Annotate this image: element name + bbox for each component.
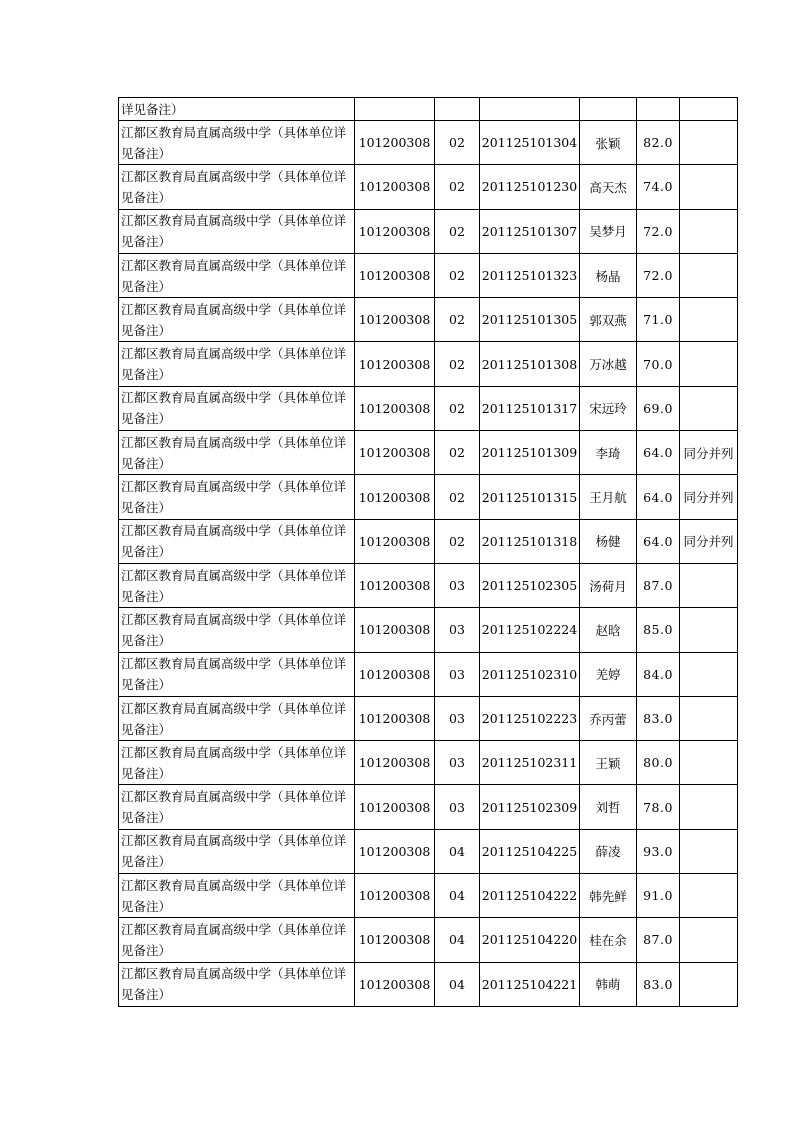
results-table-body xyxy=(119,98,738,1007)
score-cell: 85.0 xyxy=(637,608,680,652)
unit-cell: 江都区教育局直属高级中学（具体单位详见备注） xyxy=(119,298,355,342)
exam-number-cell: 201125104225 xyxy=(480,829,580,873)
exam-number-cell: 201125101323 xyxy=(480,253,580,297)
name-cell: 万冰越 xyxy=(580,342,637,386)
position-code-cell: 101200308 xyxy=(355,253,435,297)
unit-cell: 江都区教育局直属高级中学（具体单位详见备注） xyxy=(119,209,355,253)
score-cell: 69.0 xyxy=(637,386,680,430)
note-cell xyxy=(680,829,738,873)
position-code-cell: 101200308 xyxy=(355,829,435,873)
table-row xyxy=(119,608,738,652)
table-row xyxy=(119,696,738,740)
note-cell xyxy=(680,209,738,253)
note-cell xyxy=(680,652,738,696)
subject-code-cell: 02 xyxy=(435,298,480,342)
unit-cell: 江都区教育局直属高级中学（具体单位详见备注） xyxy=(119,563,355,607)
table-row xyxy=(119,874,738,918)
unit-cell: 详见备注） xyxy=(119,98,355,121)
table-row xyxy=(119,918,738,962)
continuation-row xyxy=(119,98,738,121)
unit-cell: 江都区教育局直属高级中学（具体单位详见备注） xyxy=(119,431,355,475)
name-cell xyxy=(580,98,637,121)
subject-code-cell: 02 xyxy=(435,431,480,475)
exam-number-cell: 201125102223 xyxy=(480,696,580,740)
note-cell xyxy=(680,563,738,607)
note-cell xyxy=(680,785,738,829)
position-code-cell: 101200308 xyxy=(355,696,435,740)
position-code-cell: 101200308 xyxy=(355,519,435,563)
exam-number-cell: 201125102224 xyxy=(480,608,580,652)
score-cell: 93.0 xyxy=(637,829,680,873)
score-cell: 72.0 xyxy=(637,209,680,253)
unit-cell: 江都区教育局直属高级中学（具体单位详见备注） xyxy=(119,475,355,519)
table-row xyxy=(119,475,738,519)
unit-cell: 江都区教育局直属高级中学（具体单位详见备注） xyxy=(119,342,355,386)
table-row xyxy=(119,829,738,873)
name-cell: 赵晗 xyxy=(580,608,637,652)
position-code-cell: 101200308 xyxy=(355,209,435,253)
note-cell: 同分并列 xyxy=(680,519,738,563)
score-cell: 87.0 xyxy=(637,563,680,607)
table-row xyxy=(119,209,738,253)
exam-number-cell: 201125104221 xyxy=(480,962,580,1006)
score-cell: 83.0 xyxy=(637,696,680,740)
exam-number-cell: 201125101309 xyxy=(480,431,580,475)
position-code-cell: 101200308 xyxy=(355,741,435,785)
score-cell: 78.0 xyxy=(637,785,680,829)
score-cell: 74.0 xyxy=(637,165,680,209)
subject-code-cell: 04 xyxy=(435,829,480,873)
subject-code-cell: 04 xyxy=(435,918,480,962)
exam-number-cell: 201125101307 xyxy=(480,209,580,253)
exam-number-cell: 201125104222 xyxy=(480,874,580,918)
score-cell: 64.0 xyxy=(637,431,680,475)
unit-cell: 江都区教育局直属高级中学（具体单位详见备注） xyxy=(119,785,355,829)
table-row xyxy=(119,519,738,563)
subject-code-cell: 02 xyxy=(435,209,480,253)
position-code-cell: 101200308 xyxy=(355,121,435,165)
note-cell xyxy=(680,741,738,785)
unit-cell: 江都区教育局直属高级中学（具体单位详见备注） xyxy=(119,652,355,696)
name-cell: 韩萌 xyxy=(580,962,637,1006)
name-cell: 刘哲 xyxy=(580,785,637,829)
name-cell: 桂在余 xyxy=(580,918,637,962)
table-row xyxy=(119,386,738,430)
subject-code-cell: 04 xyxy=(435,874,480,918)
table-row xyxy=(119,652,738,696)
exam-number-cell: 201125101318 xyxy=(480,519,580,563)
unit-cell: 江都区教育局直属高级中学（具体单位详见备注） xyxy=(119,874,355,918)
score-cell: 80.0 xyxy=(637,741,680,785)
note-cell: 同分并列 xyxy=(680,431,738,475)
table-row xyxy=(119,785,738,829)
exam-number-cell: 201125102310 xyxy=(480,652,580,696)
unit-cell: 江都区教育局直属高级中学（具体单位详见备注） xyxy=(119,253,355,297)
score-cell: 82.0 xyxy=(637,121,680,165)
score-cell: 72.0 xyxy=(637,253,680,297)
results-table xyxy=(118,97,738,1007)
name-cell: 羌婷 xyxy=(580,652,637,696)
note-cell xyxy=(680,962,738,1006)
position-code-cell: 101200308 xyxy=(355,298,435,342)
name-cell: 郭双燕 xyxy=(580,298,637,342)
position-code-cell: 101200308 xyxy=(355,342,435,386)
score-cell: 71.0 xyxy=(637,298,680,342)
exam-number-cell: 201125104220 xyxy=(480,918,580,962)
subject-code-cell: 02 xyxy=(435,165,480,209)
unit-cell: 江都区教育局直属高级中学（具体单位详见备注） xyxy=(119,386,355,430)
subject-code-cell: 02 xyxy=(435,519,480,563)
exam-number-cell: 201125101305 xyxy=(480,298,580,342)
name-cell: 张颖 xyxy=(580,121,637,165)
name-cell: 韩先鲜 xyxy=(580,874,637,918)
unit-cell: 江都区教育局直属高级中学（具体单位详见备注） xyxy=(119,741,355,785)
name-cell: 宋远玲 xyxy=(580,386,637,430)
subject-code-cell: 02 xyxy=(435,121,480,165)
name-cell: 杨健 xyxy=(580,519,637,563)
note-cell xyxy=(680,98,738,121)
exam-number-cell: 201125101304 xyxy=(480,121,580,165)
exam-number-cell: 201125102305 xyxy=(480,563,580,607)
score-cell: 70.0 xyxy=(637,342,680,386)
name-cell: 杨晶 xyxy=(580,253,637,297)
exam-number-cell: 201125101317 xyxy=(480,386,580,430)
note-cell xyxy=(680,696,738,740)
note-cell xyxy=(680,342,738,386)
table-row xyxy=(119,962,738,1006)
table-row xyxy=(119,342,738,386)
note-cell xyxy=(680,608,738,652)
subject-code-cell xyxy=(435,98,480,121)
score-cell: 84.0 xyxy=(637,652,680,696)
note-cell xyxy=(680,121,738,165)
position-code-cell: 101200308 xyxy=(355,652,435,696)
exam-number-cell xyxy=(480,98,580,121)
note-cell: 同分并列 xyxy=(680,475,738,519)
exam-number-cell: 201125102309 xyxy=(480,785,580,829)
position-code-cell: 101200308 xyxy=(355,608,435,652)
note-cell xyxy=(680,918,738,962)
position-code-cell xyxy=(355,98,435,121)
table-row xyxy=(119,431,738,475)
position-code-cell: 101200308 xyxy=(355,874,435,918)
unit-cell: 江都区教育局直属高级中学（具体单位详见备注） xyxy=(119,519,355,563)
score-cell: 91.0 xyxy=(637,874,680,918)
unit-cell: 江都区教育局直属高级中学（具体单位详见备注） xyxy=(119,829,355,873)
position-code-cell: 101200308 xyxy=(355,962,435,1006)
name-cell: 汤荷月 xyxy=(580,563,637,607)
name-cell: 吴梦月 xyxy=(580,209,637,253)
subject-code-cell: 02 xyxy=(435,386,480,430)
score-cell: 64.0 xyxy=(637,519,680,563)
table-row xyxy=(119,253,738,297)
name-cell: 薛凌 xyxy=(580,829,637,873)
score-cell xyxy=(637,98,680,121)
name-cell: 高天杰 xyxy=(580,165,637,209)
name-cell: 王颖 xyxy=(580,741,637,785)
score-cell: 83.0 xyxy=(637,962,680,1006)
note-cell xyxy=(680,874,738,918)
subject-code-cell: 03 xyxy=(435,652,480,696)
score-cell: 87.0 xyxy=(637,918,680,962)
subject-code-cell: 03 xyxy=(435,785,480,829)
unit-cell: 江都区教育局直属高级中学（具体单位详见备注） xyxy=(119,962,355,1006)
position-code-cell: 101200308 xyxy=(355,785,435,829)
unit-cell: 江都区教育局直属高级中学（具体单位详见备注） xyxy=(119,918,355,962)
table-row xyxy=(119,298,738,342)
exam-number-cell: 201125101315 xyxy=(480,475,580,519)
exam-number-cell: 201125101308 xyxy=(480,342,580,386)
score-cell: 64.0 xyxy=(637,475,680,519)
name-cell: 王月航 xyxy=(580,475,637,519)
note-cell xyxy=(680,253,738,297)
exam-number-cell: 201125102311 xyxy=(480,741,580,785)
subject-code-cell: 02 xyxy=(435,475,480,519)
name-cell: 李琦 xyxy=(580,431,637,475)
unit-cell: 江都区教育局直属高级中学（具体单位详见备注） xyxy=(119,696,355,740)
table-row xyxy=(119,121,738,165)
subject-code-cell: 04 xyxy=(435,962,480,1006)
subject-code-cell: 03 xyxy=(435,563,480,607)
exam-number-cell: 201125101230 xyxy=(480,165,580,209)
subject-code-cell: 03 xyxy=(435,608,480,652)
note-cell xyxy=(680,298,738,342)
note-cell xyxy=(680,386,738,430)
position-code-cell: 101200308 xyxy=(355,431,435,475)
table-row xyxy=(119,563,738,607)
note-cell xyxy=(680,165,738,209)
subject-code-cell: 02 xyxy=(435,342,480,386)
position-code-cell: 101200308 xyxy=(355,563,435,607)
subject-code-cell: 03 xyxy=(435,696,480,740)
position-code-cell: 101200308 xyxy=(355,386,435,430)
position-code-cell: 101200308 xyxy=(355,918,435,962)
unit-cell: 江都区教育局直属高级中学（具体单位详见备注） xyxy=(119,608,355,652)
name-cell: 乔丙蕾 xyxy=(580,696,637,740)
subject-code-cell: 03 xyxy=(435,741,480,785)
position-code-cell: 101200308 xyxy=(355,475,435,519)
position-code-cell: 101200308 xyxy=(355,165,435,209)
unit-cell: 江都区教育局直属高级中学（具体单位详见备注） xyxy=(119,121,355,165)
subject-code-cell: 02 xyxy=(435,253,480,297)
unit-cell: 江都区教育局直属高级中学（具体单位详见备注） xyxy=(119,165,355,209)
table-row xyxy=(119,165,738,209)
table-row xyxy=(119,741,738,785)
